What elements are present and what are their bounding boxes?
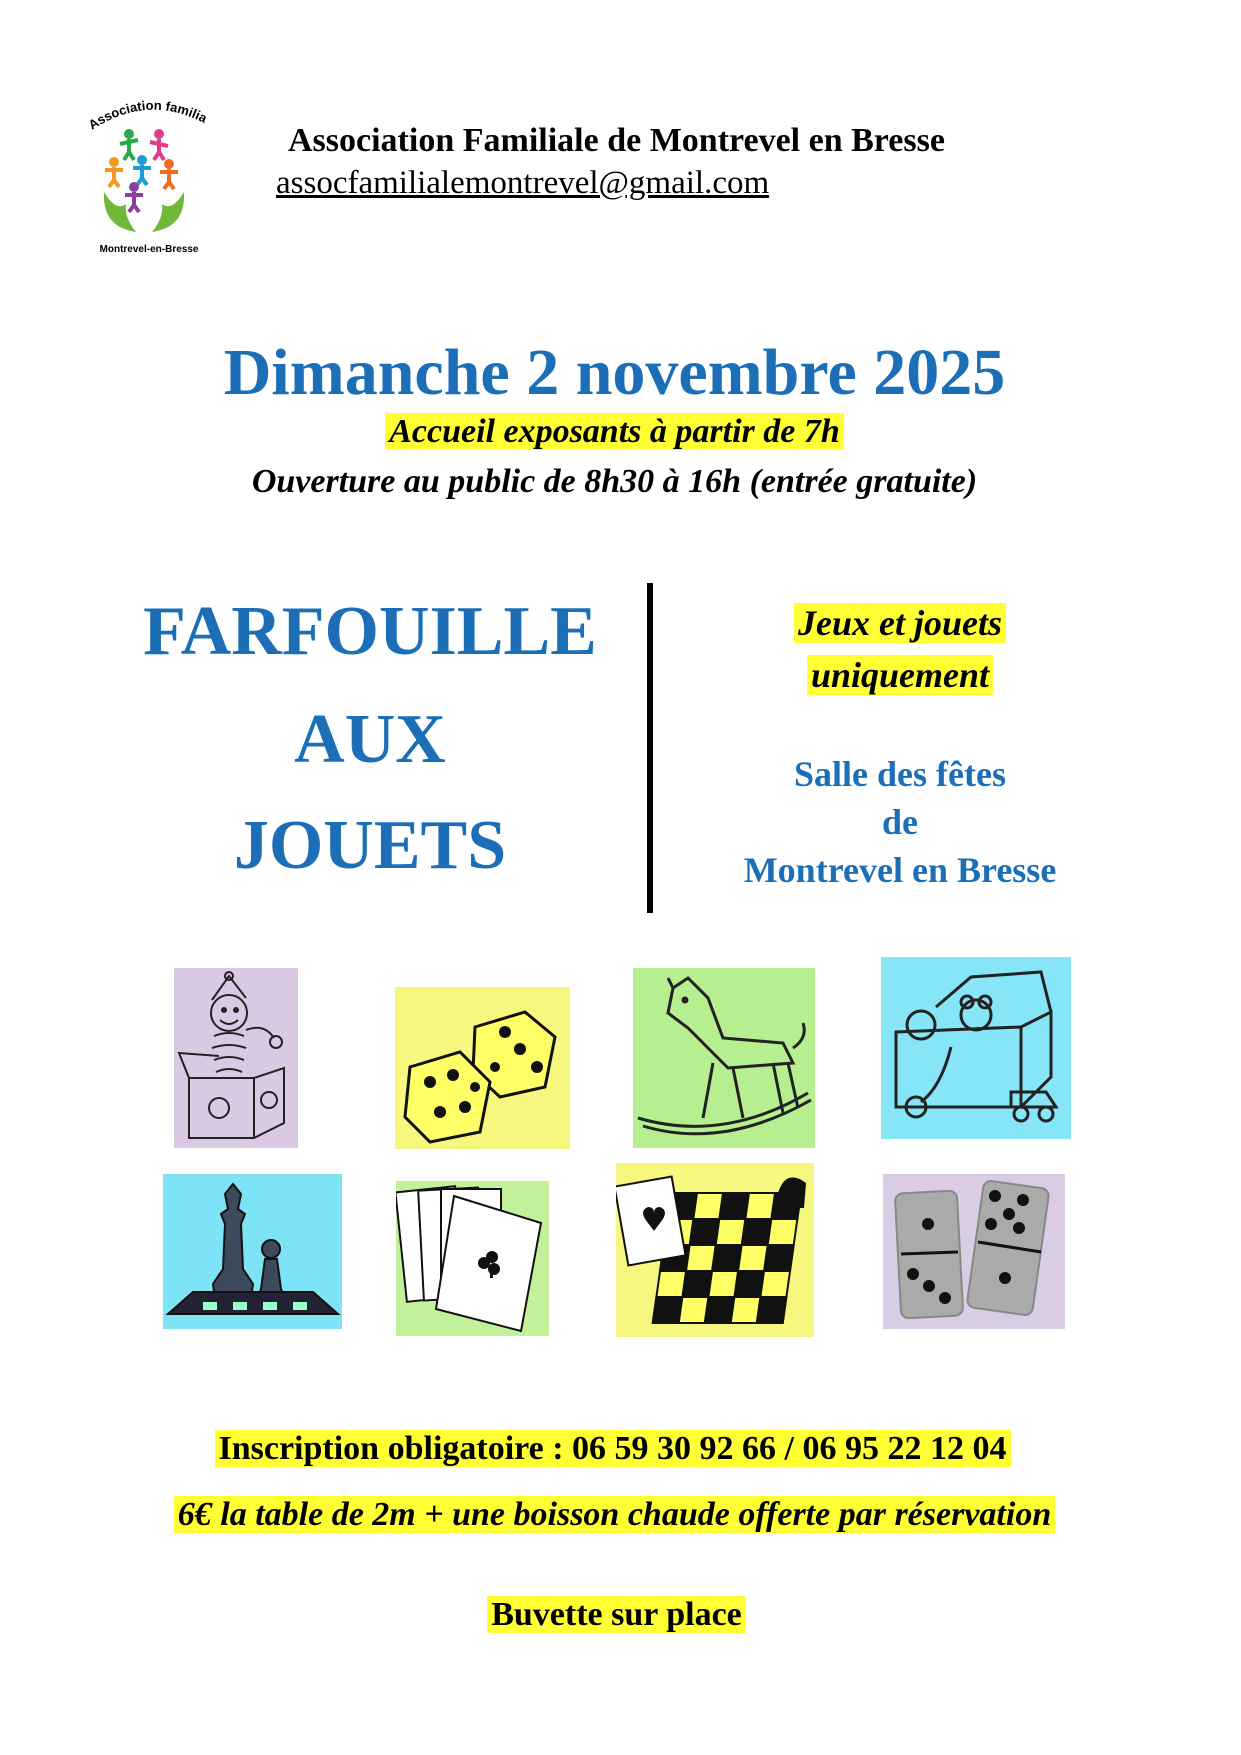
registration-text: Inscription obligatoire : 06 59 30 92 66 / 06 95 22 12 04 bbox=[215, 1430, 1011, 1467]
refreshments-line bbox=[0, 1596, 1237, 1634]
jack-in-the-box-icon bbox=[174, 968, 298, 1148]
title-line-2: AUX bbox=[294, 701, 446, 778]
venue-line-3: Montrevel en Bresse bbox=[743, 850, 1057, 890]
price-line bbox=[0, 1496, 1235, 1534]
organization-name: Association Familiale de Montrevel en Bresse bbox=[288, 122, 945, 159]
checkerboard-illustration bbox=[616, 1163, 814, 1337]
toys-only-line-1: Jeux et jouets bbox=[794, 603, 1006, 643]
association-logo bbox=[84, 92, 214, 257]
logo-arc-text: Association familia bbox=[85, 97, 210, 133]
opening-hours: Ouverture au public de 8h30 à 16h (entrée gratuite) bbox=[251, 463, 978, 500]
title-line-1: FARFOUILLE bbox=[143, 593, 597, 670]
rocking-horse-illustration bbox=[633, 968, 815, 1148]
venue-line-2: de bbox=[882, 802, 918, 842]
playing-cards-icon bbox=[396, 1181, 549, 1336]
title-line-3: JOUETS bbox=[233, 807, 507, 884]
toys-only-line-2: uniquement bbox=[807, 655, 993, 695]
chess-pieces-icon bbox=[163, 1174, 342, 1329]
event-date: Dimanche 2 novembre 2025 bbox=[223, 336, 1006, 409]
venue-line-1: Salle des fêtes bbox=[794, 754, 1006, 794]
svg-text:Association familiale bbox=[84, 92, 210, 132]
refreshments-text: Buvette sur place bbox=[487, 1596, 746, 1633]
exhibitor-welcome-text: Accueil exposants à partir de 7h bbox=[385, 413, 844, 450]
toy-box-icon bbox=[881, 957, 1071, 1139]
jack-in-the-box-illustration bbox=[174, 968, 298, 1148]
rocking-horse-icon bbox=[633, 968, 815, 1148]
dice-icon bbox=[395, 987, 570, 1149]
toy-box-illustration bbox=[881, 957, 1071, 1139]
toys-only-notice bbox=[690, 597, 1110, 701]
logo-bottom-text: Montrevel-en-Bresse bbox=[99, 244, 199, 255]
dominoes-illustration bbox=[883, 1174, 1065, 1329]
registration-line bbox=[0, 1430, 1233, 1468]
price-text: 6€ la table de 2m + une boisson chaude offerte par réservation bbox=[174, 1496, 1055, 1533]
dominoes-icon bbox=[883, 1174, 1065, 1329]
vertical-divider bbox=[647, 583, 653, 913]
exhibitor-welcome bbox=[0, 413, 1235, 451]
dice-illustration bbox=[395, 987, 570, 1149]
organization-email[interactable]: assocfamilialemontrevel@gmail.com bbox=[276, 165, 770, 201]
checkerboard-icon bbox=[616, 1163, 814, 1337]
playing-cards-illustration bbox=[396, 1181, 549, 1336]
chess-pieces-illustration bbox=[163, 1174, 342, 1329]
venue bbox=[690, 750, 1110, 894]
family-hands-logo-icon bbox=[84, 92, 214, 257]
